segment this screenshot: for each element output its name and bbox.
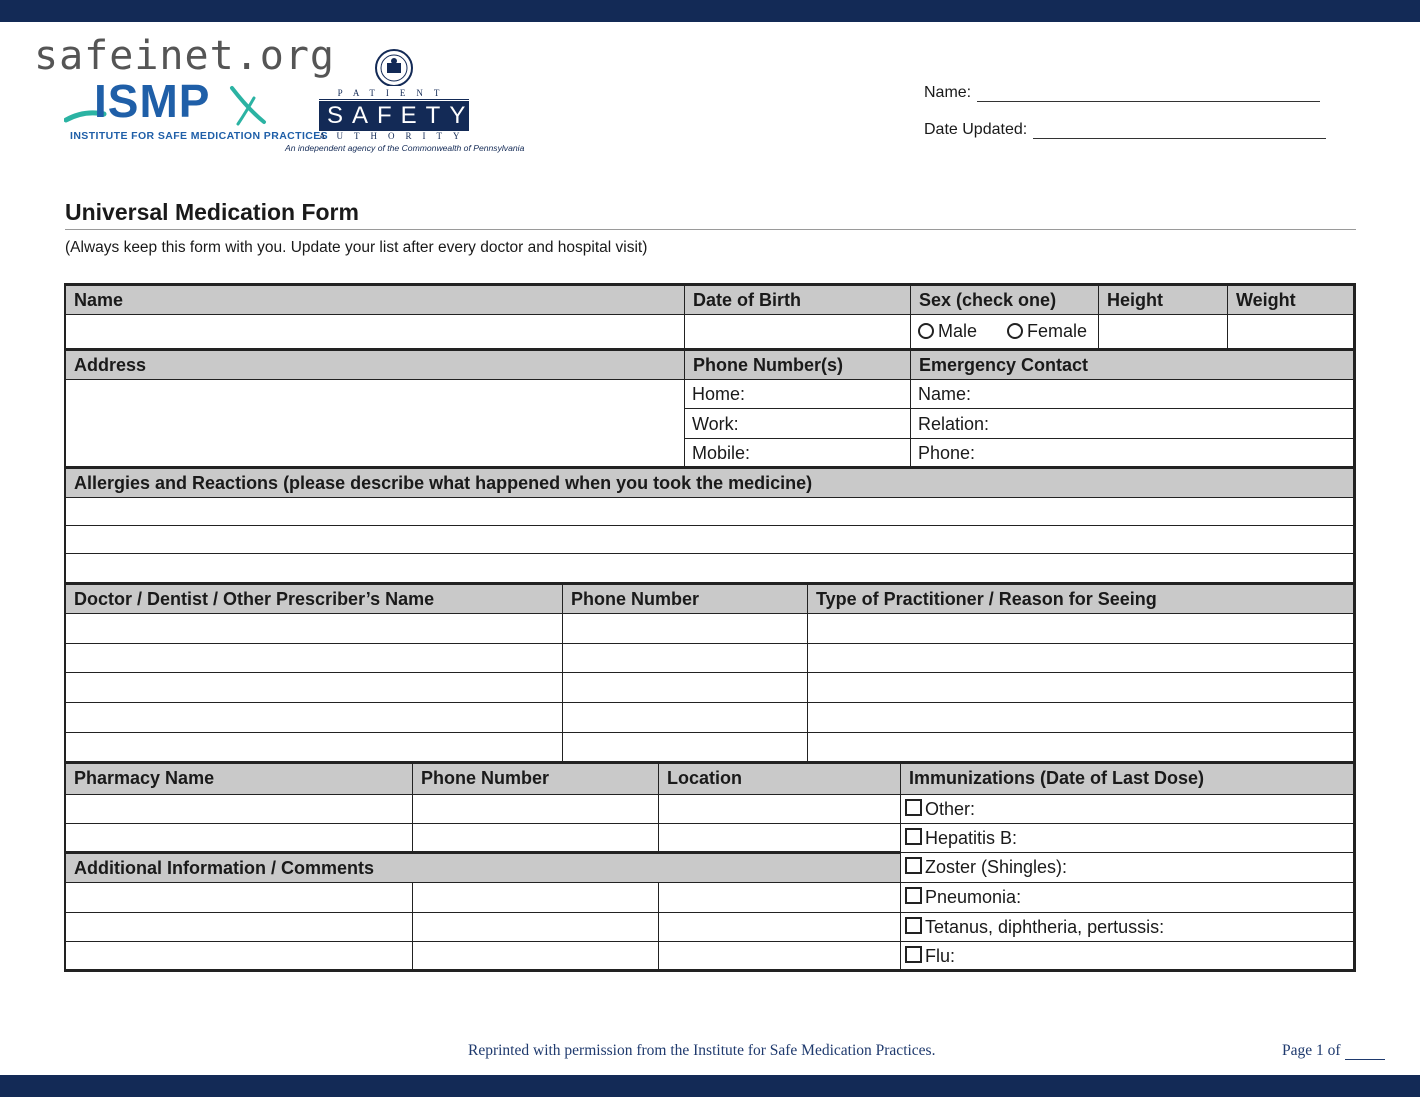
- header-date-label: Date Updated:: [924, 121, 1028, 138]
- ec-name-field[interactable]: [911, 380, 1353, 409]
- bottom-banner: [0, 1075, 1420, 1097]
- table-row[interactable]: [66, 733, 562, 761]
- page-counter: [1282, 1042, 1385, 1060]
- female-radio[interactable]: [1007, 323, 1023, 339]
- mobile-phone-field[interactable]: [685, 439, 910, 467]
- psa-patient: PATIENT: [319, 88, 469, 100]
- header-date-field[interactable]: [924, 121, 1326, 139]
- allergy-line-1[interactable]: [66, 498, 1353, 525]
- weight-field[interactable]: [1228, 315, 1353, 348]
- allergy-line-2[interactable]: [66, 526, 1353, 553]
- female-label: Female: [1027, 321, 1088, 341]
- immunization-pneumonia[interactable]: [901, 883, 1353, 912]
- height-header: Height: [1099, 286, 1227, 314]
- ec-relation-label: Relation:: [918, 414, 990, 434]
- tdap-checkbox[interactable]: [905, 917, 922, 934]
- immunization-label: Tetanus, diphtheria, pertussis:: [925, 917, 1165, 937]
- home-label: Home:: [692, 384, 746, 404]
- top-banner: [0, 0, 1420, 22]
- watermark: safeinet.org: [34, 33, 335, 79]
- form-title: Universal Medication Form: [65, 199, 359, 225]
- page-label: Page 1 of: [1282, 1042, 1341, 1059]
- name-field[interactable]: [66, 315, 684, 348]
- pharmacy-phone-header: Phone Number: [413, 764, 658, 794]
- work-label: Work:: [692, 414, 739, 434]
- immunization-tdap[interactable]: [901, 913, 1353, 941]
- male-radio[interactable]: [918, 323, 934, 339]
- other-checkbox[interactable]: [905, 799, 922, 816]
- header-name-line[interactable]: [977, 86, 1320, 102]
- table-row[interactable]: [66, 703, 562, 732]
- male-label: Male: [938, 321, 978, 341]
- immunization-label: Other:: [925, 799, 976, 819]
- immunization-label: Pneumonia:: [925, 887, 1022, 907]
- flu-checkbox[interactable]: [905, 946, 922, 963]
- header-date-line[interactable]: [1033, 123, 1326, 139]
- additional-info-header: Additional Information / Comments: [66, 854, 900, 882]
- pneumonia-checkbox[interactable]: [905, 887, 922, 904]
- hepatitis-b-checkbox[interactable]: [905, 828, 922, 845]
- immunization-other[interactable]: [901, 795, 1353, 823]
- patient-safety-authority-logo: [285, 46, 525, 156]
- immunization-label: Zoster (Shingles):: [925, 857, 1068, 877]
- immunizations-header: Immunizations (Date of Last Dose): [901, 764, 1353, 794]
- prescriber-phone-header: Phone Number: [563, 585, 807, 613]
- psa-tagline: An independent agency of the Commonwealth of Pennsylvania: [285, 143, 525, 153]
- prescriber-type-header: Type of Practitioner / Reason for Seeing: [808, 585, 1353, 613]
- psa-safety: SAFETY: [319, 101, 469, 130]
- weight-header: Weight: [1228, 286, 1353, 314]
- ec-relation-field[interactable]: [911, 410, 1353, 438]
- pharmacy-name-header: Pharmacy Name: [66, 764, 412, 794]
- table-row[interactable]: [66, 673, 562, 702]
- dob-header: Date of Birth: [685, 286, 910, 314]
- table-row[interactable]: [66, 644, 562, 672]
- immunization-zoster[interactable]: [901, 853, 1353, 882]
- psa-authority: AUTHORITY: [319, 131, 471, 141]
- ismp-wordmark: ISMP: [94, 75, 211, 127]
- name-header: Name: [66, 286, 684, 314]
- pharmacy-location-header: Location: [659, 764, 900, 794]
- sex-header: Sex (check one): [911, 286, 1098, 314]
- allergies-header: Allergies and Reactions (please describe what happened when you took the medicine): [66, 469, 1353, 497]
- mobile-label: Mobile:: [692, 443, 751, 463]
- zoster-checkbox[interactable]: [905, 857, 922, 874]
- immunization-hepatitis-b[interactable]: [901, 824, 1353, 852]
- header-name-field[interactable]: [924, 84, 1320, 102]
- ec-name-label: Name:: [918, 384, 972, 404]
- emergency-header: Emergency Contact: [911, 351, 1353, 379]
- allergy-line-3[interactable]: [66, 554, 1353, 582]
- address-header: Address: [66, 351, 684, 379]
- ismp-tagline: INSTITUTE FOR SAFE MEDICATION PRACTICES: [70, 130, 329, 142]
- form-subtitle: (Always keep this form with you. Update your list after every doctor and hospital visit): [65, 239, 648, 256]
- header-name-label: Name:: [924, 84, 972, 101]
- title-divider: [65, 229, 1356, 230]
- immunization-label: Hepatitis B:: [925, 828, 1018, 848]
- home-phone-field[interactable]: [685, 380, 910, 409]
- address-field[interactable]: [66, 380, 684, 466]
- sex-options: [911, 317, 1098, 348]
- page-total-line[interactable]: [1345, 1046, 1385, 1060]
- table-row[interactable]: [66, 614, 562, 643]
- ec-phone-field[interactable]: [911, 439, 1353, 467]
- ec-phone-label: Phone:: [918, 443, 976, 463]
- phones-header: Phone Number(s): [685, 351, 910, 379]
- reprint-notice: Reprinted with permission from the Institute for Safe Medication Practices.: [468, 1042, 936, 1059]
- work-phone-field[interactable]: [685, 410, 910, 438]
- ismp-logo: [64, 75, 329, 146]
- immunization-label: Flu:: [925, 946, 956, 966]
- seal-icon: [369, 46, 419, 86]
- height-field[interactable]: [1099, 315, 1227, 348]
- immunization-flu[interactable]: [901, 942, 1353, 970]
- prescriber-name-header: Doctor / Dentist / Other Prescriber’s Name: [66, 585, 562, 613]
- dob-field[interactable]: [685, 315, 910, 348]
